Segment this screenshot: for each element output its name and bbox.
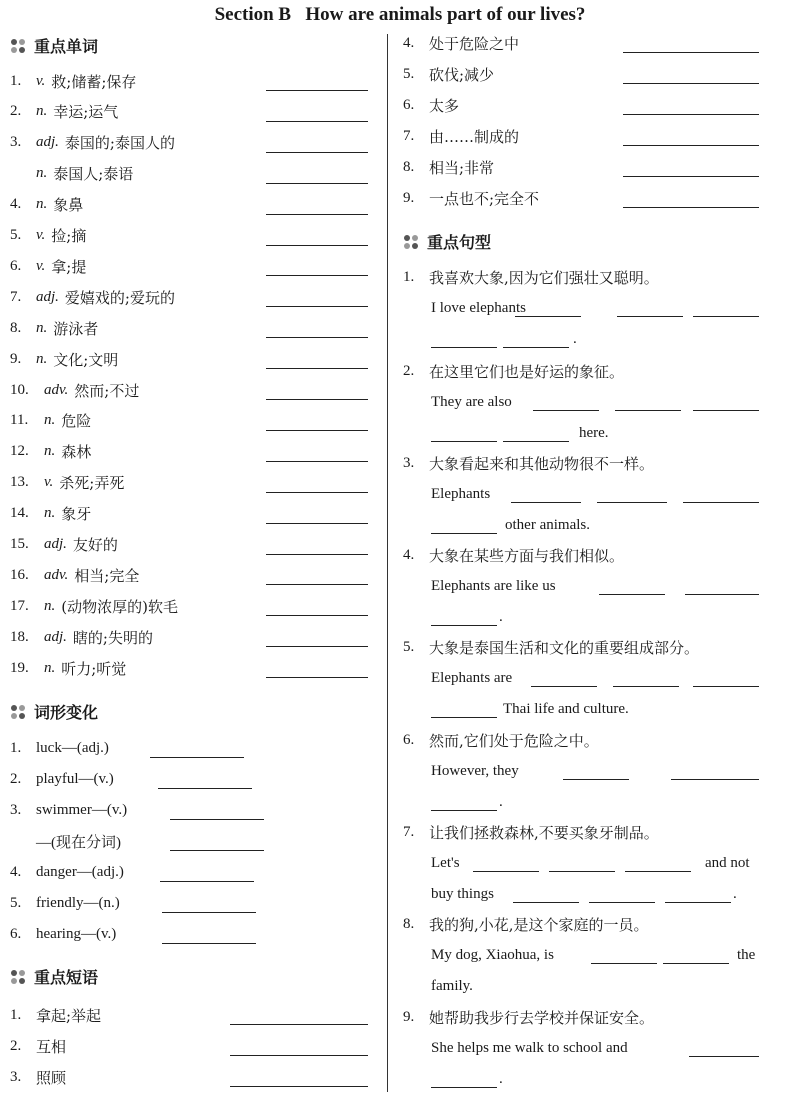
- part-of-speech: n.: [44, 412, 56, 429]
- answer-blank[interactable]: [162, 943, 256, 944]
- answer-blank[interactable]: [683, 502, 759, 503]
- sentence-english-tail: the: [737, 946, 756, 963]
- answer-blank[interactable]: [597, 502, 667, 503]
- item-number: 7.: [403, 823, 415, 840]
- item-text: 爱嬉戏的;爱玩的: [64, 288, 175, 307]
- part-of-speech: n.: [44, 659, 56, 676]
- item-number: 7.: [403, 127, 415, 144]
- sentence-chinese: 让我们拯救森林,不要买象牙制品。: [429, 823, 659, 842]
- item-text: 一点也不;完全不: [429, 189, 540, 208]
- answer-blank[interactable]: [266, 368, 368, 369]
- item-text: 拿起;举起: [36, 1006, 102, 1025]
- vocab-item: [10, 406, 91, 436]
- answer-blank[interactable]: [533, 410, 599, 411]
- answer-blank[interactable]: [599, 594, 665, 595]
- item-text: 照顾: [36, 1068, 67, 1087]
- vocab-item: [10, 653, 126, 683]
- item-number: 18.: [10, 628, 29, 645]
- item-text: playful—(v.): [36, 770, 114, 787]
- answer-blank[interactable]: [663, 963, 729, 964]
- item-number: 3.: [10, 134, 22, 151]
- sentence-english-start: Elephants are: [431, 669, 513, 686]
- clover-icon: [403, 234, 419, 250]
- item-number: 5.: [403, 638, 415, 655]
- answer-blank[interactable]: [625, 871, 691, 872]
- phrase-item: [10, 1062, 66, 1092]
- section-wordforms-heading: 词形变化: [10, 700, 98, 723]
- wordform-item: [10, 733, 109, 763]
- item-number: 12.: [10, 443, 29, 460]
- vocab-item: [10, 97, 118, 127]
- answer-blank[interactable]: [693, 686, 759, 687]
- answer-blank[interactable]: [266, 337, 368, 338]
- item-text: friendly—(n.): [36, 894, 120, 911]
- item-number: 9.: [403, 1008, 415, 1025]
- answer-blank[interactable]: [266, 399, 368, 400]
- item-number: 5.: [403, 65, 415, 82]
- answer-blank[interactable]: [623, 176, 759, 177]
- answer-blank[interactable]: [591, 963, 657, 964]
- item-number: 6.: [10, 257, 22, 274]
- sentence-chinese: 然而,它们处于危险之中。: [429, 731, 599, 750]
- answer-blank[interactable]: [266, 584, 368, 585]
- item-number: 10.: [10, 381, 29, 398]
- item-number: 6.: [403, 96, 415, 113]
- sentence-cn: [403, 909, 649, 939]
- sentence-cn: [403, 725, 599, 755]
- item-number: 9.: [10, 350, 22, 367]
- wordform-item: [10, 888, 120, 918]
- answer-blank[interactable]: [689, 1056, 759, 1057]
- sentence-english-end: here.: [579, 424, 609, 441]
- sentence-english-start: Let's: [431, 854, 460, 871]
- sentence-english-line1: [431, 571, 556, 601]
- phrase-item: [403, 59, 494, 89]
- item-text: 象鼻: [53, 196, 84, 215]
- sentence-cn: [403, 262, 659, 292]
- sentence-cn: [403, 817, 659, 847]
- answer-blank[interactable]: [589, 902, 655, 903]
- answer-blank[interactable]: [511, 502, 581, 503]
- vocab-item: [10, 190, 83, 220]
- answer-blank[interactable]: [431, 441, 497, 442]
- answer-blank[interactable]: [693, 410, 759, 411]
- item-text: 瞎的;失明的: [72, 628, 153, 647]
- item-number: 1.: [10, 72, 22, 89]
- item-number: 19.: [10, 659, 29, 676]
- sentence-english-start: However, they: [431, 762, 519, 779]
- item-number: 4.: [403, 546, 415, 563]
- sentence-english-line1: [431, 756, 519, 786]
- section-phrases-heading: 重点短语: [10, 965, 98, 988]
- sentence-english-line1: [431, 1033, 628, 1063]
- item-number: 15.: [10, 536, 29, 552]
- answer-blank[interactable]: [473, 871, 539, 872]
- item-number: 4.: [403, 34, 415, 51]
- vocab-item: [10, 437, 91, 467]
- item-number: 8.: [403, 158, 415, 175]
- phrase-item: [403, 121, 519, 151]
- sentence-english-end: .: [733, 885, 737, 902]
- part-of-speech: adv.: [44, 381, 69, 398]
- item-text: swimmer—(v.): [36, 801, 128, 818]
- item-number: 2.: [10, 103, 22, 120]
- sentence-english-start: My dog, Xiaohua, is: [431, 946, 554, 963]
- item-text: hearing—(v.): [36, 925, 117, 942]
- sentence-chinese: 大象在某些方面与我们相似。: [429, 546, 625, 565]
- item-text: 捡;摘: [51, 227, 87, 245]
- answer-blank[interactable]: [623, 207, 759, 208]
- wordform-item: [10, 795, 127, 825]
- sentence-english-line2: family.: [431, 977, 473, 994]
- sentence-english-tail: and not: [705, 854, 750, 871]
- sentence-cn: [403, 448, 654, 478]
- answer-blank[interactable]: [671, 779, 759, 780]
- sentence-cn: [403, 1002, 654, 1032]
- item-number: 1.: [10, 1006, 22, 1023]
- answer-blank[interactable]: [266, 306, 368, 307]
- answer-blank[interactable]: [623, 145, 759, 146]
- answer-blank[interactable]: [266, 523, 368, 524]
- sentence-chinese: 她帮助我步行去学校并保证安全。: [429, 1008, 655, 1027]
- answer-blank[interactable]: [170, 850, 264, 851]
- vocab-item: [10, 282, 175, 312]
- sentence-english-line1: [431, 387, 512, 417]
- clover-icon: [10, 704, 26, 720]
- answer-blank[interactable]: [623, 52, 759, 53]
- item-text: 相当;非常: [429, 158, 495, 177]
- sentence-cn: [403, 632, 699, 662]
- sentence-english-line1: [431, 848, 460, 878]
- answer-blank[interactable]: [615, 410, 681, 411]
- vocab-item: [10, 221, 86, 251]
- answer-blank[interactable]: [431, 810, 497, 811]
- phrase-item: [403, 28, 519, 58]
- sentence-chinese: 在这里它们也是好运的象征。: [429, 362, 625, 381]
- answer-blank[interactable]: [549, 871, 615, 872]
- sentence-cn: [403, 356, 624, 386]
- item-text: danger—(adj.): [36, 863, 124, 880]
- item-text: —(现在分词): [36, 834, 121, 851]
- vocab-item: [10, 313, 98, 343]
- item-text: 救;储蓄;保存: [51, 72, 137, 91]
- answer-blank[interactable]: [531, 686, 597, 687]
- item-number: 6.: [403, 731, 415, 748]
- item-number: 2.: [10, 770, 22, 787]
- section-sentences-heading: 重点句型: [403, 230, 491, 253]
- item-number: 17.: [10, 597, 29, 614]
- vocab-item: [10, 66, 136, 96]
- answer-blank[interactable]: [266, 492, 368, 493]
- answer-blank[interactable]: [170, 819, 264, 820]
- answer-blank[interactable]: [150, 757, 244, 758]
- item-number: 5.: [10, 227, 22, 243]
- sentence-english-line1: [431, 293, 526, 323]
- answer-blank[interactable]: [266, 90, 368, 91]
- answer-blank[interactable]: [431, 1087, 497, 1088]
- part-of-speech: n.: [44, 597, 56, 614]
- item-text: 友好的: [72, 536, 118, 554]
- sentence-english-end: other animals.: [505, 516, 590, 533]
- answer-blank[interactable]: [515, 316, 581, 317]
- item-text: 相当;完全: [74, 566, 140, 585]
- wordform-item: [10, 857, 124, 887]
- section-vocab-heading: 重点单词: [10, 34, 98, 57]
- answer-blank[interactable]: [693, 316, 759, 317]
- answer-blank[interactable]: [503, 347, 569, 348]
- item-number: 6.: [10, 925, 22, 942]
- part-of-speech: v.: [36, 257, 46, 274]
- vocab-item: [10, 499, 91, 529]
- part-of-speech: n.: [44, 443, 56, 460]
- sentence-english-end: .: [573, 330, 577, 347]
- answer-blank[interactable]: [266, 677, 368, 678]
- answer-blank[interactable]: [160, 881, 254, 882]
- answer-blank[interactable]: [503, 441, 569, 442]
- item-number: 14.: [10, 505, 29, 522]
- item-text: 文化;文明: [53, 350, 119, 369]
- answer-blank[interactable]: [623, 114, 759, 115]
- item-number: 8.: [10, 319, 22, 336]
- sentence-english-line1: [431, 663, 512, 693]
- vocab-item: [10, 591, 178, 621]
- vocab-item: [10, 530, 118, 560]
- item-text: 象牙: [61, 505, 92, 524]
- part-of-speech: adj.: [36, 134, 59, 151]
- answer-blank[interactable]: [230, 1055, 368, 1056]
- vocab-item: [10, 251, 86, 281]
- clover-icon: [10, 38, 26, 54]
- answer-blank[interactable]: [665, 902, 731, 903]
- sentence-english-end: .: [499, 1070, 503, 1087]
- answer-blank[interactable]: [266, 430, 368, 431]
- item-text: 太多: [429, 96, 460, 115]
- item-number: 3.: [10, 801, 22, 818]
- item-text: 由……制成的: [429, 127, 520, 146]
- sentence-english-start: Elephants are like us: [431, 577, 556, 594]
- vocab-item: [10, 560, 139, 590]
- sentence-chinese: 大象是泰国生活和文化的重要组成部分。: [429, 638, 700, 657]
- item-number: 1.: [403, 268, 415, 285]
- vocab-item: [10, 622, 153, 652]
- answer-blank[interactable]: [563, 779, 629, 780]
- answer-blank[interactable]: [266, 152, 368, 153]
- answer-blank[interactable]: [162, 912, 256, 913]
- item-text: 幸运;运气: [53, 103, 119, 122]
- answer-blank[interactable]: [613, 686, 679, 687]
- part-of-speech: v.: [36, 227, 46, 243]
- wordform-item: [10, 919, 116, 949]
- item-text: 听力;听觉: [61, 659, 127, 678]
- item-number: 3.: [403, 454, 415, 471]
- vocab-item: [10, 128, 175, 158]
- answer-blank[interactable]: [431, 717, 497, 718]
- sentence-english-line1: [431, 940, 554, 970]
- sentence-english-start: Elephants: [431, 485, 491, 502]
- part-of-speech: n.: [36, 103, 48, 120]
- part-of-speech: v.: [44, 474, 54, 491]
- phrase-item: [10, 1031, 66, 1061]
- sentence-english-line2: buy things: [431, 885, 494, 902]
- item-number: 11.: [10, 412, 29, 429]
- answer-blank[interactable]: [266, 245, 368, 246]
- item-text: 游泳者: [53, 319, 99, 338]
- answer-blank[interactable]: [431, 625, 497, 626]
- item-number: 8.: [403, 915, 415, 932]
- answer-blank[interactable]: [431, 533, 497, 534]
- item-number: 1.: [10, 739, 22, 756]
- sentence-chinese: 我的狗,小花,是这个家庭的一员。: [429, 915, 649, 934]
- vocab-item: [10, 159, 133, 189]
- answer-blank[interactable]: [266, 121, 368, 122]
- item-number: 3.: [10, 1068, 22, 1085]
- item-text: 泰国的;泰国人的: [64, 134, 175, 153]
- item-text: 危险: [61, 412, 92, 431]
- sentence-english-line1: [431, 479, 490, 509]
- sentence-chinese: 大象看起来和其他动物很不一样。: [429, 454, 655, 473]
- item-text: 然而;不过: [74, 381, 140, 400]
- sentence-english-start: They are also: [431, 393, 512, 410]
- item-text: luck—(adj.): [36, 739, 109, 756]
- page-title: Section B How are animals part of our lives?: [214, 4, 586, 25]
- sentence-english-end: Thai life and culture.: [503, 700, 629, 717]
- sentence-cn: [403, 540, 624, 570]
- part-of-speech: adj.: [44, 628, 67, 645]
- item-text: 处于危险之中: [429, 34, 520, 53]
- item-text: 拿;提: [51, 257, 87, 276]
- answer-blank[interactable]: [266, 275, 368, 276]
- vocab-item: [10, 375, 139, 405]
- item-number: 5.: [10, 894, 22, 911]
- phrase-item: [10, 1000, 101, 1030]
- sentence-english-start: I love elephants: [431, 299, 526, 316]
- sentence-english-start: She helps me walk to school and: [431, 1039, 628, 1056]
- item-number: 4.: [10, 196, 22, 213]
- item-text: 砍伐;减少: [429, 65, 495, 84]
- answer-blank[interactable]: [158, 788, 252, 789]
- answer-blank[interactable]: [266, 554, 368, 555]
- part-of-speech: adj.: [36, 288, 59, 305]
- part-of-speech: n.: [36, 196, 48, 213]
- item-number: 2.: [403, 362, 415, 379]
- answer-blank[interactable]: [266, 615, 368, 616]
- wordform-item: [10, 826, 121, 856]
- item-text: 杀死;弄死: [59, 474, 125, 493]
- column-divider: [387, 34, 388, 1092]
- wordform-item: [10, 764, 114, 794]
- sentence-english-end: .: [499, 608, 503, 625]
- part-of-speech: n.: [36, 350, 48, 367]
- phrase-item: [403, 183, 539, 213]
- answer-blank[interactable]: [230, 1086, 368, 1087]
- item-text: 互相: [36, 1037, 67, 1056]
- item-number: 4.: [10, 863, 22, 880]
- answer-blank[interactable]: [266, 461, 368, 462]
- item-text: (动物浓厚的)软毛: [61, 597, 178, 616]
- answer-blank[interactable]: [513, 902, 579, 903]
- answer-blank[interactable]: [230, 1024, 368, 1025]
- part-of-speech: n.: [36, 319, 48, 336]
- answer-blank[interactable]: [617, 316, 683, 317]
- phrase-item: [403, 90, 459, 120]
- item-number: 2.: [10, 1037, 22, 1054]
- sentence-chinese: 我喜欢大象,因为它们强壮又聪明。: [429, 268, 659, 287]
- item-number: 7.: [10, 288, 22, 305]
- item-text: 泰国人;泰语: [53, 165, 134, 184]
- sentence-english-end: .: [499, 793, 503, 810]
- item-number: 9.: [403, 189, 415, 206]
- part-of-speech: n.: [44, 505, 56, 522]
- answer-blank[interactable]: [266, 646, 368, 647]
- clover-icon: [10, 969, 26, 985]
- item-number: 16.: [10, 566, 29, 583]
- answer-blank[interactable]: [266, 214, 368, 215]
- vocab-item: [10, 344, 118, 374]
- part-of-speech: v.: [36, 72, 46, 89]
- item-text: 森林: [61, 443, 92, 462]
- answer-blank[interactable]: [266, 183, 368, 184]
- phrase-item: [403, 152, 494, 182]
- item-number: 13.: [10, 474, 29, 491]
- part-of-speech: adv.: [44, 566, 69, 583]
- answer-blank[interactable]: [431, 347, 497, 348]
- vocab-item: [10, 468, 124, 498]
- answer-blank[interactable]: [685, 594, 759, 595]
- part-of-speech: adj.: [44, 536, 67, 552]
- part-of-speech: n.: [36, 165, 48, 182]
- answer-blank[interactable]: [623, 83, 759, 84]
